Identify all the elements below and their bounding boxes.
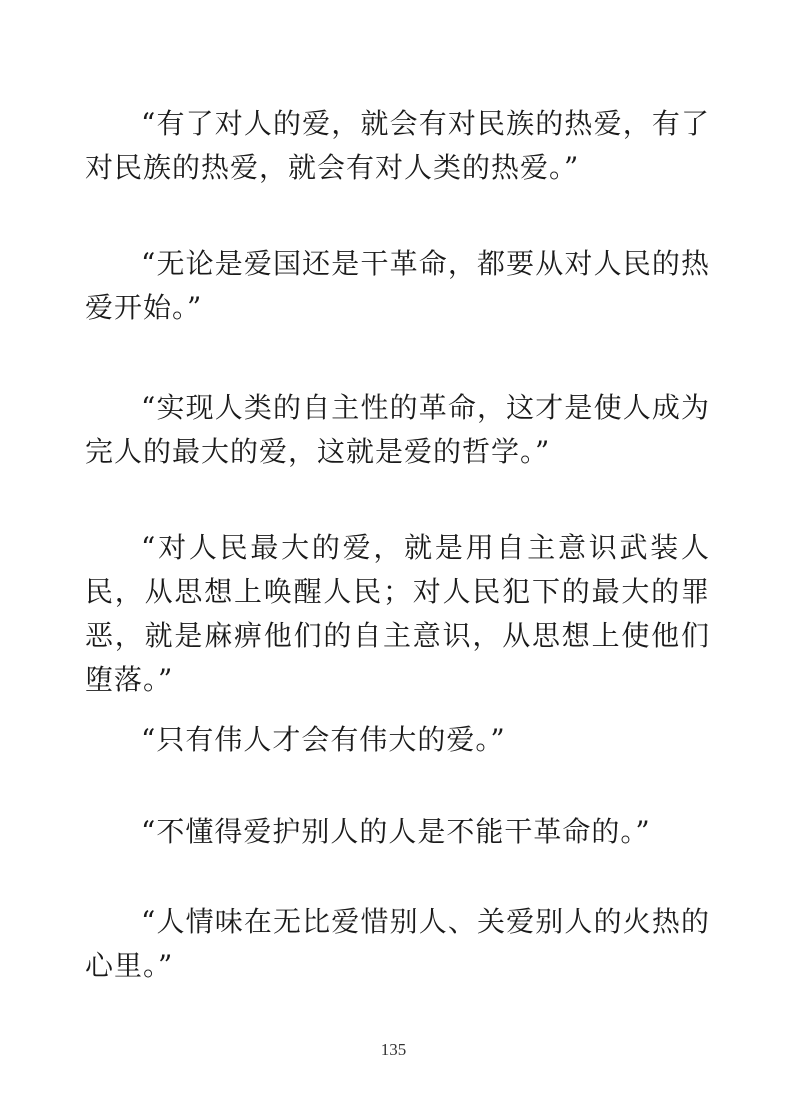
quote-paragraph-1: “有了对人的爱，就会有对民族的热爱，有了对民族的热爱，就会有对人类的热爱。”	[85, 107, 710, 184]
quote-paragraph-7: “人情味在无比爱惜别人、关爱别人的火热的心里。”	[85, 905, 710, 982]
quote-paragraph-3: “实现人类的自主性的革命，这才是使人成为完人的最大的爱，这就是爱的哲学。”	[85, 391, 710, 468]
quote-paragraph-2: “无论是爱国还是干革命，都要从对人民的热爱开始。”	[85, 247, 710, 324]
quote-paragraph-4: “对人民最大的爱，就是用自主意识武装人民，从思想上唤醒人民；对人民犯下的最大的罪恶，就是麻痹他们的自主意识，从思想上使他们堕落。”	[85, 531, 710, 696]
quote-paragraph-6: “不懂得爱护别人的人是不能干革命的。”	[141, 815, 651, 848]
quote-paragraph-5: “只有伟人才会有伟大的爱。”	[141, 723, 506, 756]
page-number: 135	[380, 1040, 407, 1059]
